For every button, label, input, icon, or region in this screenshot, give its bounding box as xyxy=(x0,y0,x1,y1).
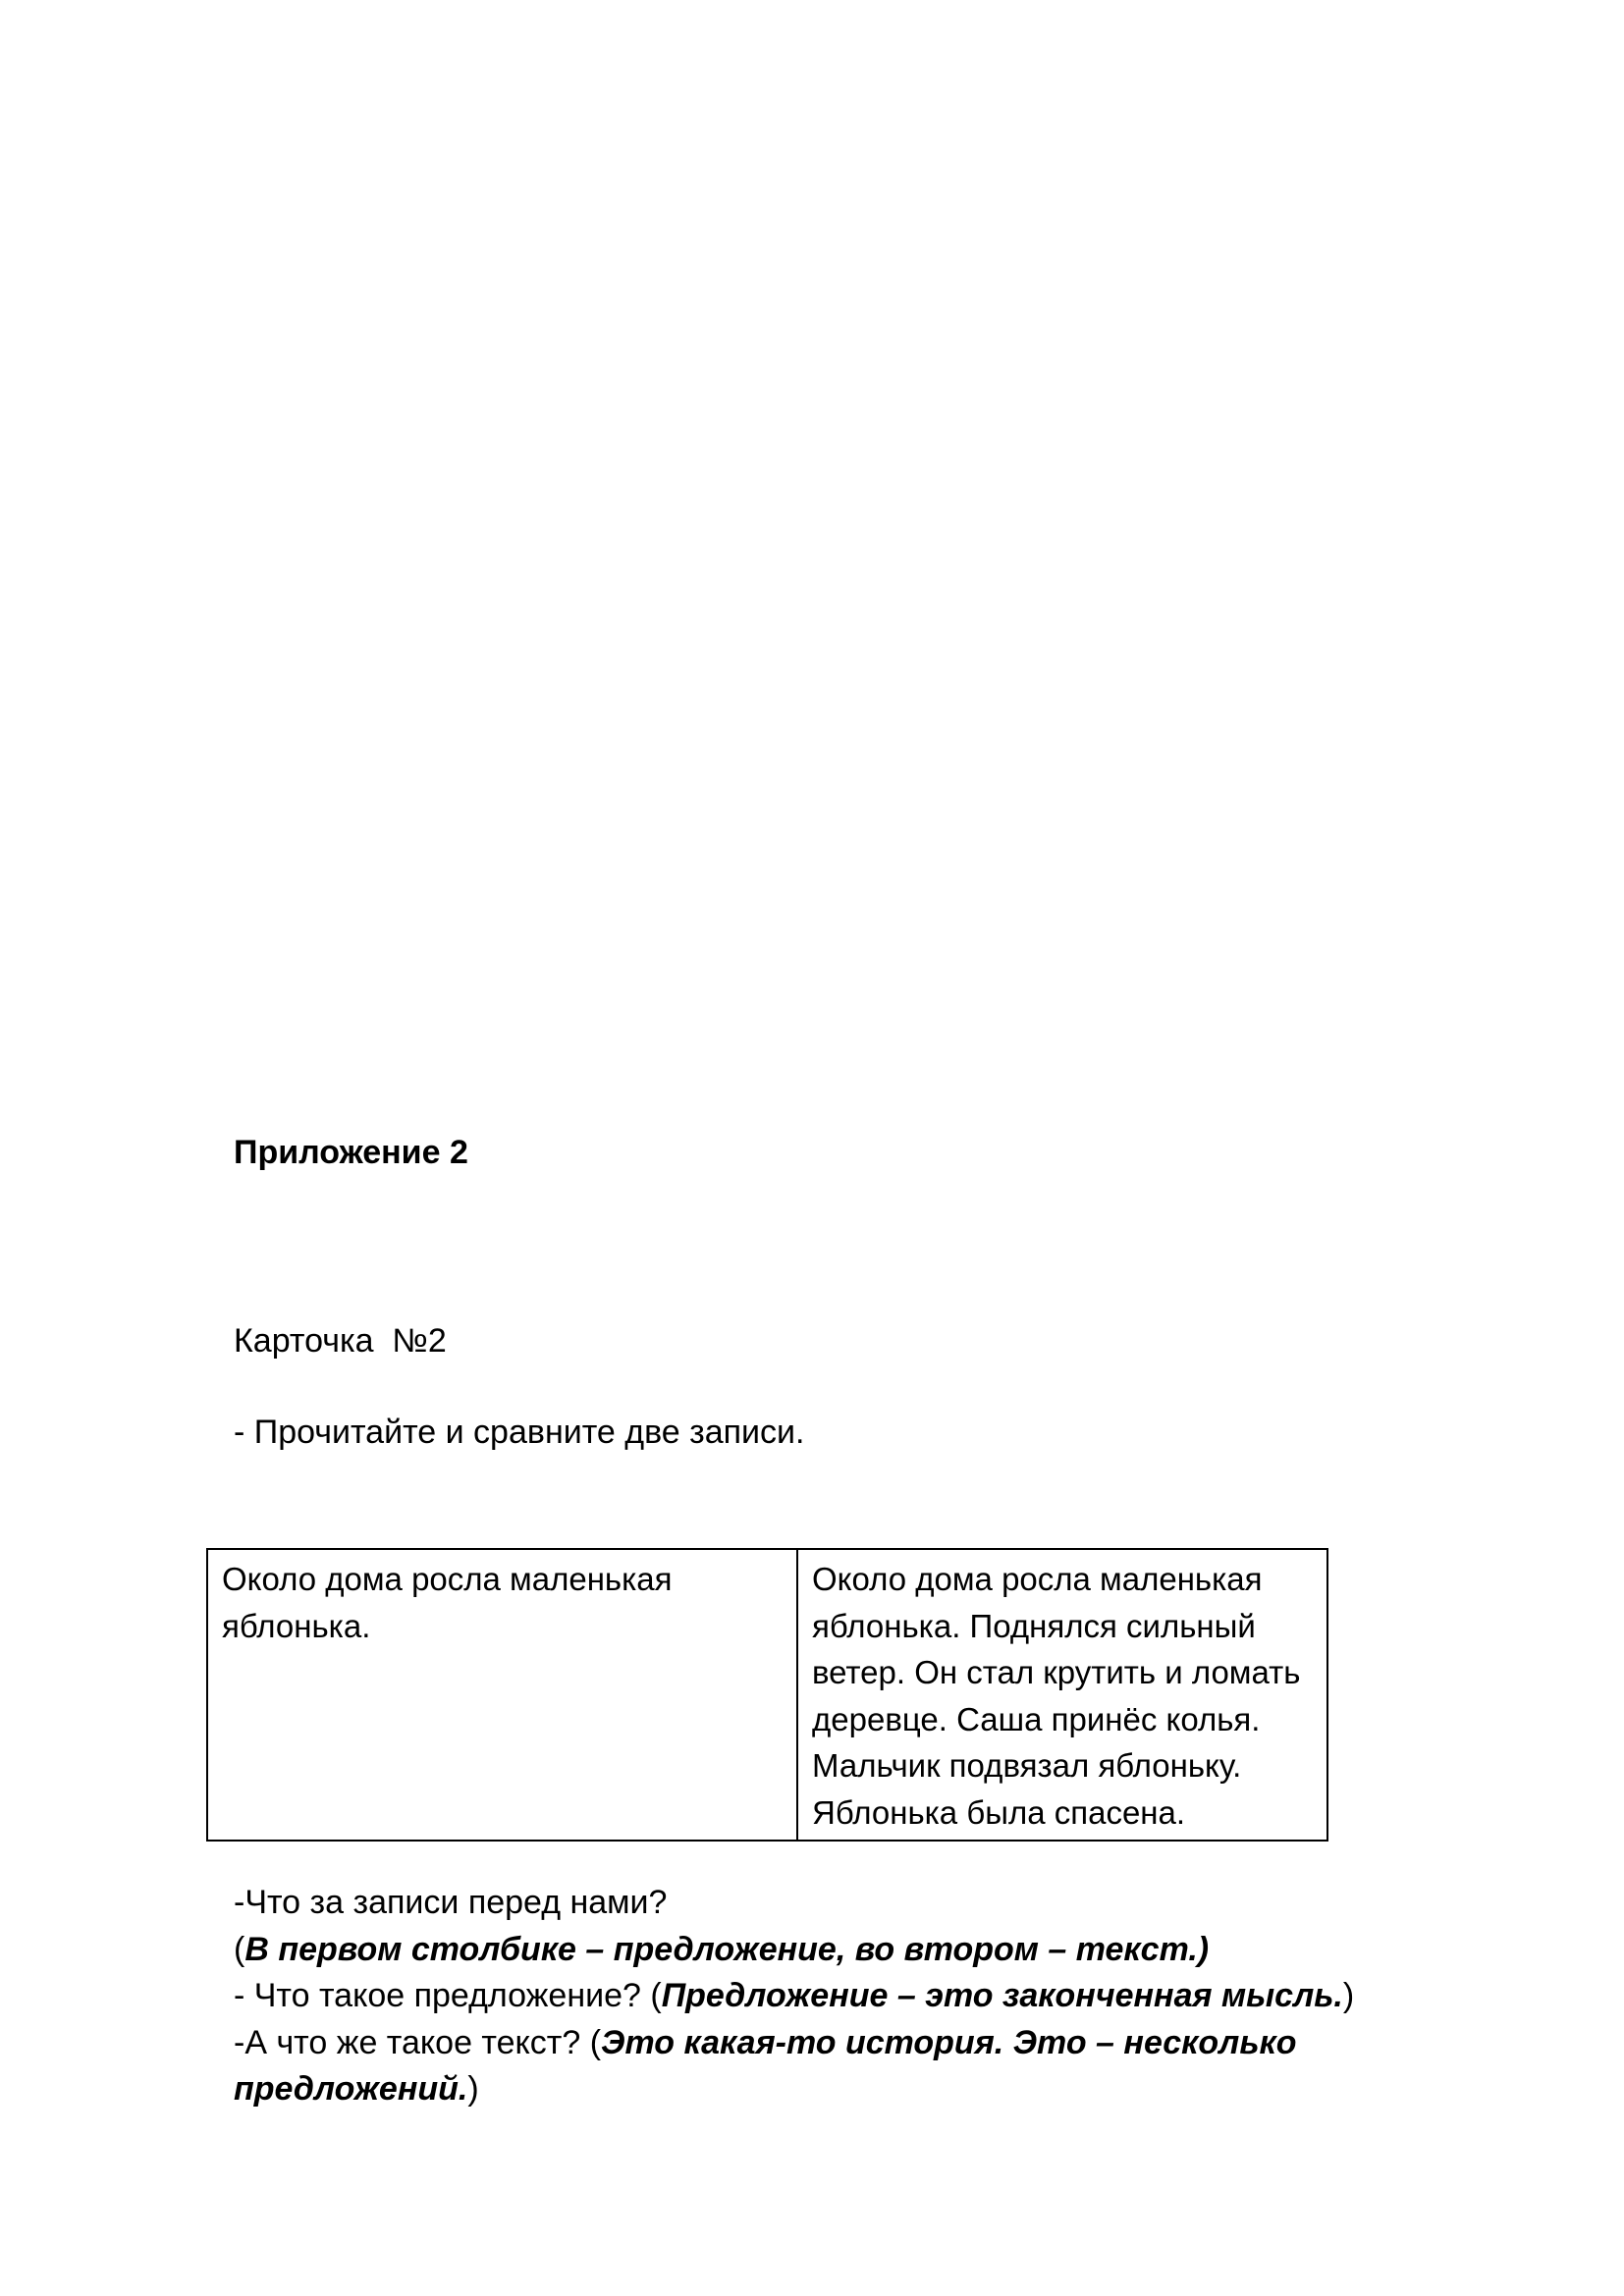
instruction-text: - Прочитайте и сравните две записи. xyxy=(234,1414,805,1451)
question-2: - Что такое предложение? ( xyxy=(234,1977,662,2014)
question-1: -Что за записи перед нами? xyxy=(234,1884,668,1921)
text-cell: Около дома росла маленькая яблонька. Поднялся сильный ветер. Он стал крутить и ломать деревце. Саша принёс колья. Мальчик подвязал яблоньку. Яблонька была спасена. xyxy=(797,1549,1327,1841)
sentence-cell: Около дома росла маленькая яблонька. xyxy=(207,1549,797,1841)
answer-2-paren: ) xyxy=(1342,1977,1355,2014)
card-label: Карточка №2 xyxy=(234,1322,447,1360)
answer-1-line xyxy=(234,1927,1441,1974)
answer-1: В первом столбике – предложение, во втором – текст.) xyxy=(244,1930,1210,1968)
comparison-table xyxy=(206,1548,1328,1842)
dialogue-block xyxy=(234,1880,1441,2113)
appendix-heading: Приложение 2 xyxy=(234,1134,468,1171)
question-3-line xyxy=(234,2020,1441,2113)
question-2-line xyxy=(234,1973,1441,2020)
answer-3: Это какая-то история. Это – несколько предложений. xyxy=(234,2023,1297,2108)
question-3: -А что же такое текст? ( xyxy=(234,2023,602,2061)
answer-3-paren: ) xyxy=(467,2070,479,2108)
table-row xyxy=(207,1549,1327,1841)
answer-2: Предложение – это законченная мысль. xyxy=(661,1977,1343,2014)
answer-1-paren: ( xyxy=(234,1930,245,1968)
